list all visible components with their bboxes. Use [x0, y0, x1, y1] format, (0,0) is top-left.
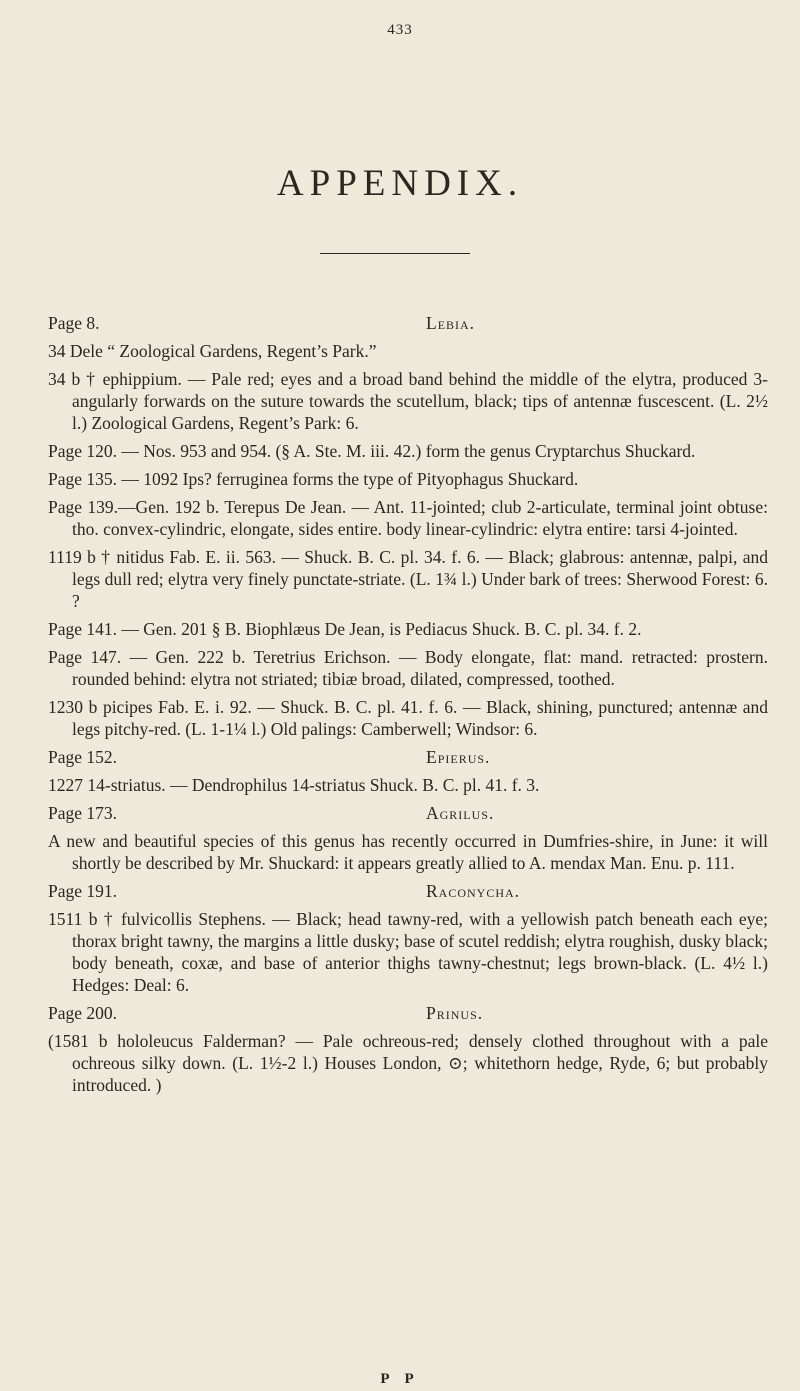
entry-paragraph: 1119 b † nitidus Fab. E. ii. 563. — Shuck. B. C. pl. 34. f. 6. — Black; glabrous: antennæ, palpi, and legs dull red; elytra very finely punctate-striate. (L. 1¾ l.) Under bark of trees: Sherwood Forest: 6. ?: [48, 547, 768, 611]
section-genus: Prinus.: [426, 1003, 484, 1023]
section-genus: Epierus.: [426, 747, 491, 767]
section-genus: Lebia.: [426, 313, 476, 333]
entry-paragraph: A new and beautiful species of this genus has recently occurred in Dumfries-shire, in June: it will shortly be described by Mr. Shuckard: it appears greatly allied to A. mendax Man. Enu. p. 111.: [48, 831, 768, 873]
entry-paragraph: Page 120. — Nos. 953 and 954. (§ A. Ste. M. iii. 42.) form the genus Cryptarchus Shuckard.: [48, 441, 696, 461]
entry-paragraph: Page 141. — Gen. 201 § B. Biophlæus De Jean, is Pediacus Shuck. B. C. pl. 34. f. 2.: [48, 619, 642, 639]
page-number: 433: [387, 22, 413, 38]
entry-paragraph: Page 139.—Gen. 192 b. Terepus De Jean. — Ant. 11-jointed; club 2-articulate, terminal joint obtuse: tho. convex-cylindric, elongate, sides entire. body linear-cylindric: elytra entire: tarsi 4-jointed.: [48, 497, 768, 539]
section-heading: [48, 802, 768, 824]
entry-paragraph: 1230 b picipes Fab. E. i. 92. — Shuck. B. C. pl. 41. f. 6. — Black, shining, punctured; antennæ and legs pitchy-red. (L. 1-1¼ l.) Old palings: Camberwell; Windsor: 6.: [48, 697, 768, 739]
section-heading: [48, 1002, 768, 1024]
section-heading: [48, 880, 768, 902]
section-page-label: Page 200.: [48, 1003, 118, 1023]
section-page-label: Page 8.: [48, 313, 100, 333]
title-rule: [320, 253, 470, 254]
entry-paragraph: 34 b † ephippium. — Pale red; eyes and a broad band behind the middle of the elytra, produced 3-angularly forwards on the suture towards the scutellum, black; tips of antennæ fuscescent. (L. 2½ l.) Zoological Gardens, Regent’s Park: 6.: [48, 369, 768, 433]
section-genus: Agrilus.: [426, 803, 495, 823]
entry-paragraph: 1227 14-striatus. — Dendrophilus 14-striatus Shuck. B. C. pl. 41. f. 3.: [48, 775, 540, 795]
entry-paragraph: Page 135. — 1092 Ips? ferruginea forms the type of Pityophagus Shuckard.: [48, 469, 579, 489]
entry-paragraph: 1511 b † fulvicollis Stephens. — Black; head tawny-red, with a yellowish patch beneath each eye; thorax bright tawny, the margins a little dusky; base of scutel reddish; elytra roughish, dusky black; body beneath, coxæ, and base of anterior thighs tawny-chestnut; legs brown-black. (L. 4½ l.) Hedges: Deal: 6.: [48, 909, 768, 995]
section-page-label: Page 173.: [48, 803, 118, 823]
section-page-label: Page 191.: [48, 881, 118, 901]
section-heading: [48, 746, 768, 768]
entry-paragraph: (1581 b hololeucus Falderman? — Pale ochreous-red; densely clothed throughout with a pale ochreous silky down. (L. 1½-2 l.) Houses London, ⊙; whitethorn hedge, Ryde, 6; but probably introduced. ): [48, 1031, 768, 1095]
entry-paragraph: 34 Dele “ Zoological Gardens, Regent’s Park.”: [48, 341, 377, 361]
appendix-entries: [48, 312, 768, 1102]
page-title: APPENDIX.: [276, 163, 524, 204]
entry-paragraph: Page 147. — Gen. 222 b. Teretrius Erichson. — Body elongate, flat: mand. retracted: prostern. rounded behind: elytra not striated; tibiæ broad, dilated, compressed, toothed.: [48, 647, 768, 689]
section-heading: [48, 312, 768, 334]
section-genus: Raconycha.: [426, 881, 521, 901]
section-page-label: Page 152.: [48, 747, 118, 767]
signature-mark: P P: [380, 1371, 420, 1387]
